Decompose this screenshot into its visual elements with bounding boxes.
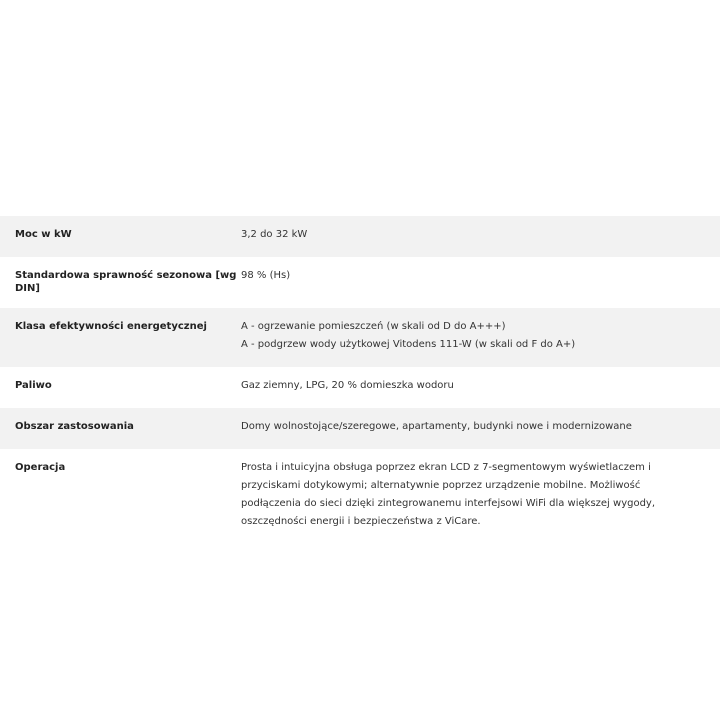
spec-label: Operacja bbox=[15, 462, 66, 473]
spec-value-line: A - podgrzew wody użytkowej Vitodens 111-W (w skali od F do A+) bbox=[241, 339, 576, 350]
spec-value bbox=[241, 459, 706, 531]
spec-label: Standardowa sprawność sezonowa [wg DIN] bbox=[15, 270, 237, 294]
spec-label: Paliwo bbox=[15, 380, 52, 391]
spec-label: Klasa efektywności energetycznej bbox=[15, 321, 207, 332]
spec-value-line: Domy wolnostojące/szeregowe, apartamenty, budynki nowe i modernizowane bbox=[241, 421, 632, 432]
spec-value bbox=[241, 226, 706, 244]
spec-row-fuel bbox=[0, 367, 720, 408]
spec-row-efficiency bbox=[0, 257, 720, 308]
spec-value-line: 3,2 do 32 kW bbox=[241, 229, 308, 240]
spec-row-energy-class bbox=[0, 308, 720, 367]
spec-value-line: Prosta i intuicyjna obsługa poprzez ekran LCD z 7-segmentowym wyświetlaczem i przyciskami dotykowymi; alternatywnie poprzez urządzenie mobilne. Możliwość podłączenia do sieci dzięki zintegrowanemu interfejsowi WiFi dla większej wygody, oszczędności energii i bezpieczeństwa z ViCare. bbox=[241, 462, 656, 527]
spec-row-operation bbox=[0, 449, 720, 544]
spec-value-line: Gaz ziemny, LPG, 20 % domieszka wodoru bbox=[241, 380, 454, 391]
spec-label: Moc w kW bbox=[15, 229, 72, 240]
spec-label: Obszar zastosowania bbox=[15, 421, 134, 432]
spec-table bbox=[0, 216, 720, 544]
spec-row-application bbox=[0, 408, 720, 449]
spec-value-line: 98 % (Hs) bbox=[241, 270, 291, 281]
spec-value-line: A - ogrzewanie pomieszczeń (w skali od D do A+++) bbox=[241, 321, 506, 332]
spec-value bbox=[241, 267, 706, 285]
spec-row-power bbox=[0, 216, 720, 257]
spec-value bbox=[241, 418, 706, 436]
spec-value bbox=[241, 318, 706, 354]
spec-value bbox=[241, 377, 706, 395]
